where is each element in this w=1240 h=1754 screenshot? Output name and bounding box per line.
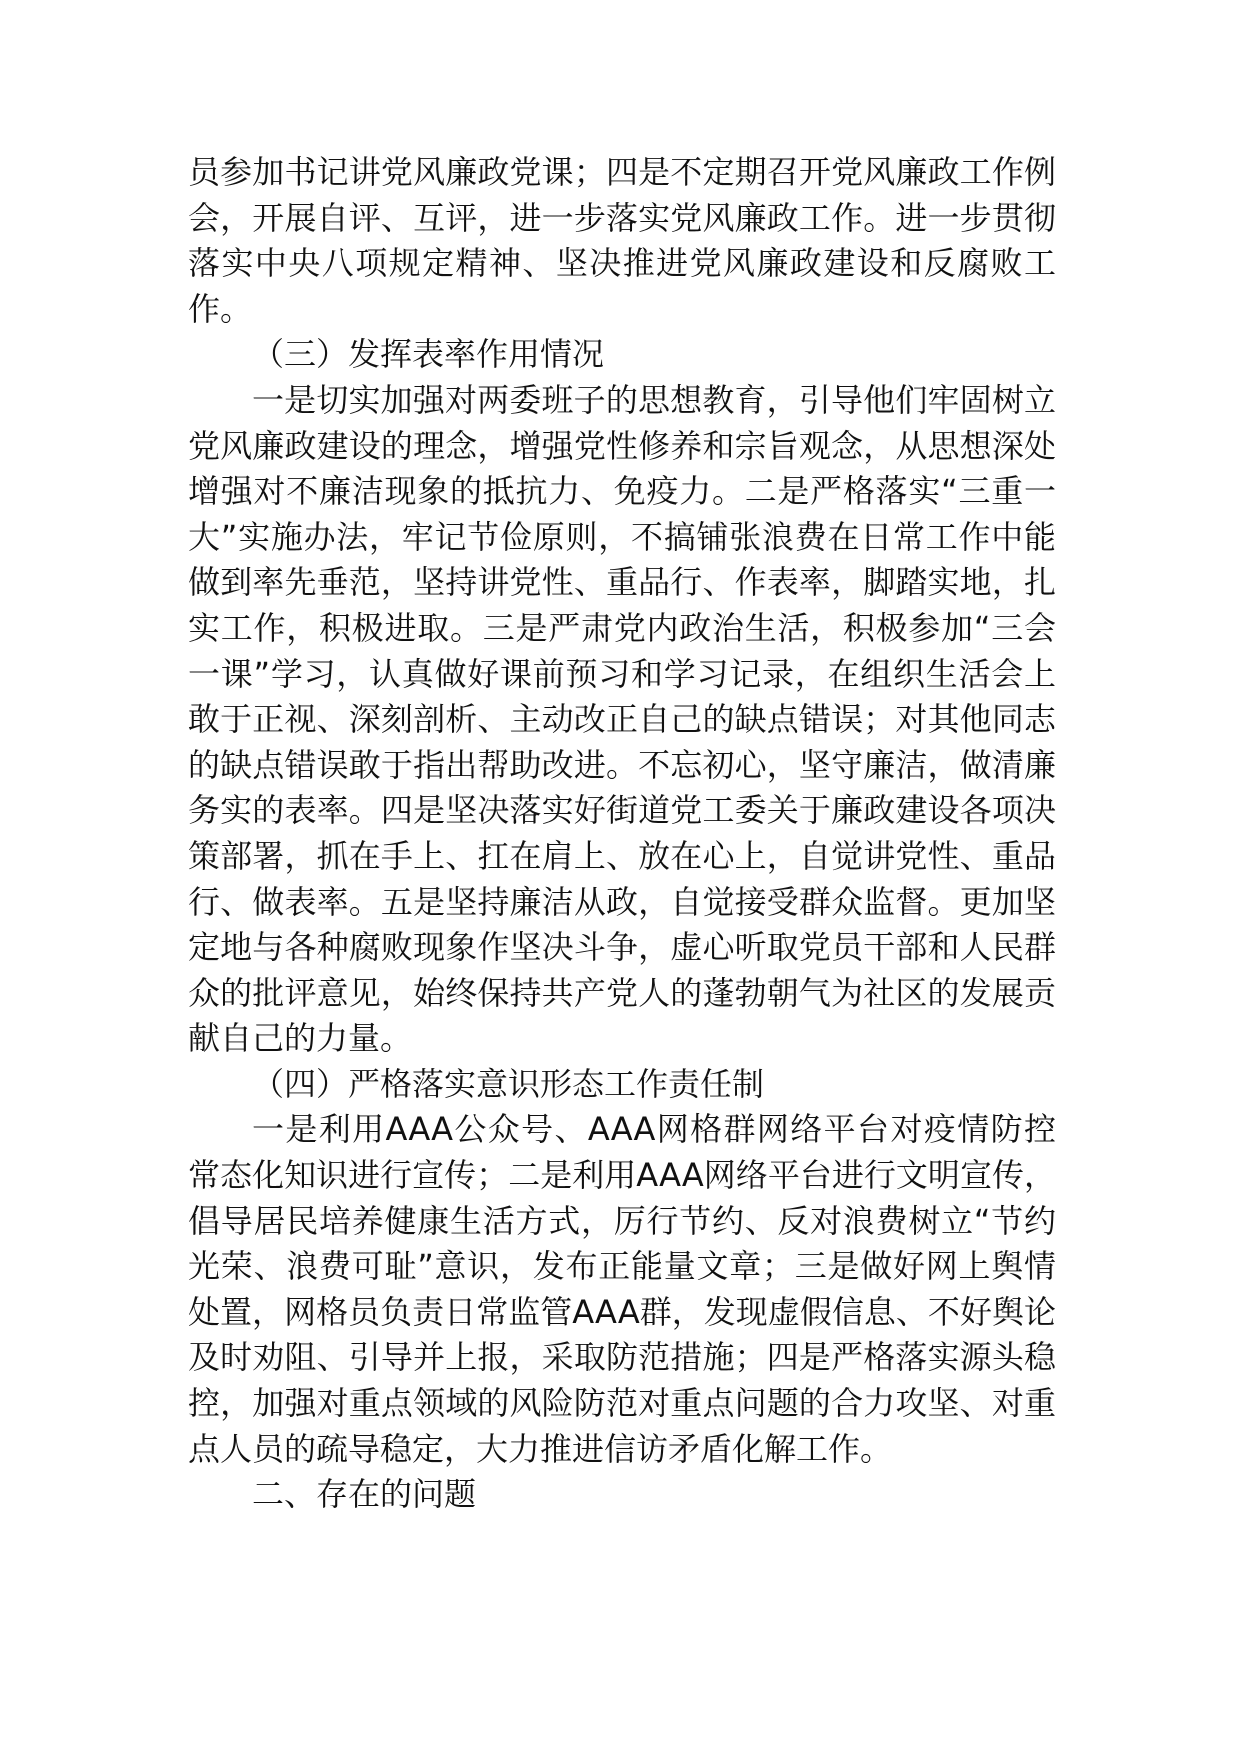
- document-page: [188, 150, 1056, 1518]
- section-heading-3: （三）发挥表率作用情况: [252, 335, 605, 374]
- section-heading-4: （四）严格落实意识形态工作责任制: [252, 1064, 765, 1103]
- paragraph-ideology-responsibility: 一是利用AAA公众号、AAA网格群网络平台对疫情防控常态化知识进行宣传；二是利用AAA网络平台进行文明宣传，倡导居民培养健康生活方式，厉行节约、反对浪费树立“节约光荣、浪费可耻”意识，发布正能量文章；三是做好网上舆情处置，网格员负责日常监管AAA群，发现虚假信息、不好舆论及时劝阻、引导并上报，采取防范措施；四是严格落实源头稳控，加强对重点领域的风险防范对重点问题的合力攻坚、对重点人员的疏导稳定，大力推进信访矛盾化解工作。: [188, 1110, 1056, 1468]
- paragraph-continued: 员参加书记讲党风廉政党课；四是不定期召开党风廉政工作例会，开展自评、互评，进一步落实党风廉政工作。进一步贯彻落实中央八项规定精神、坚决推进党风廉政建设和反腐败工作。: [188, 153, 1056, 328]
- paragraph-exemplary-role: 一是切实加强对两委班子的思想教育，引导他们牢固树立党风廉政建设的理念，增强党性修养和宗旨观念，从思想深处增强对不廉洁现象的抵抗力、免疫力。二是严格落实“三重一大”实施办法，牢记节俭原则，不搞铺张浪费在日常工作中能做到率先垂范，坚持讲党性、重品行、作表率，脚踏实地，扎实工作，积极进取。三是严肃党内政治生活，积极参加“三会一课”学习，认真做好课前预习和学习记录，在组织生活会上敢于正视、深刻剖析、主动改正自己的缺点错误；对其他同志的缺点错误敢于指出帮助改进。不忘初心，坚守廉洁，做清廉务实的表率。四是坚决落实好街道党工委关于廉政建设各项决策部署，抓在手上、扛在肩上、放在心上，自觉讲党性、重品行、做表率。五是坚持廉洁从政，自觉接受群众监督。更加坚定地与各种腐败现象作坚决斗争，虚心听取党员干部和人民群众的批评意见，始终保持共产党人的蓬勃朝气为社区的发展贡献自己的力量。: [188, 380, 1056, 1058]
- section-heading-problems: 二、存在的问题: [252, 1475, 477, 1514]
